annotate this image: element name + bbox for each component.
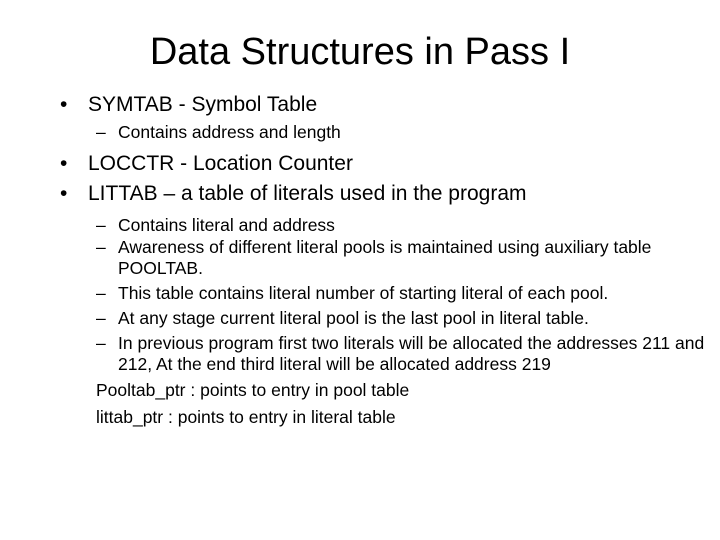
sub-bullet-text: Contains address and length bbox=[118, 122, 341, 142]
bullet-locctr bbox=[60, 151, 700, 177]
slide-body bbox=[60, 92, 705, 431]
symtab-subitems bbox=[60, 122, 700, 143]
note-pooltab-ptr: Pooltab_ptr : points to entry in pool table bbox=[96, 380, 410, 400]
sub-bullet bbox=[96, 215, 718, 236]
sub-bullet bbox=[96, 283, 718, 304]
dash-icon: – bbox=[96, 283, 106, 303]
dash-icon: – bbox=[96, 308, 106, 328]
sub-bullet bbox=[96, 308, 718, 329]
sub-bullet-text: Contains literal and address bbox=[118, 215, 335, 235]
bullet-icon: • bbox=[60, 93, 68, 116]
dash-icon: – bbox=[96, 215, 106, 235]
bullet-littab bbox=[60, 181, 700, 207]
sub-bullet-text: This table contains literal number of starting literal of each pool. bbox=[118, 283, 609, 303]
bullet-text: LITTAB – a table of literals used in the program bbox=[88, 182, 527, 205]
sub-bullet bbox=[96, 237, 718, 279]
bullet-text: LOCCTR - Location Counter bbox=[88, 152, 353, 175]
dash-icon: – bbox=[96, 122, 106, 142]
sub-bullet bbox=[96, 333, 718, 375]
bullet-symtab bbox=[60, 92, 700, 118]
sub-bullet-text: In previous program first two literals will be allocated the addresses 211 and 212, At the end third literal will be allocated address 219 bbox=[118, 333, 705, 374]
bullet-icon: • bbox=[60, 182, 68, 205]
note-littab-ptr: littab_ptr : points to entry in literal table bbox=[96, 407, 396, 427]
slide-title: Data Structures in Pass I bbox=[149, 31, 571, 73]
littab-subitems bbox=[60, 215, 705, 375]
bullet-icon: • bbox=[60, 152, 68, 175]
sub-bullet-text: At any stage current literal pool is the last pool in literal table. bbox=[118, 308, 589, 328]
bullet-text: SYMTAB - Symbol Table bbox=[88, 93, 318, 116]
sub-bullet bbox=[96, 122, 718, 143]
dash-icon: – bbox=[96, 237, 106, 257]
sub-bullet-text: Awareness of different literal pools is maintained using auxiliary table POOLTAB. bbox=[118, 237, 652, 278]
dash-icon: – bbox=[96, 333, 106, 353]
